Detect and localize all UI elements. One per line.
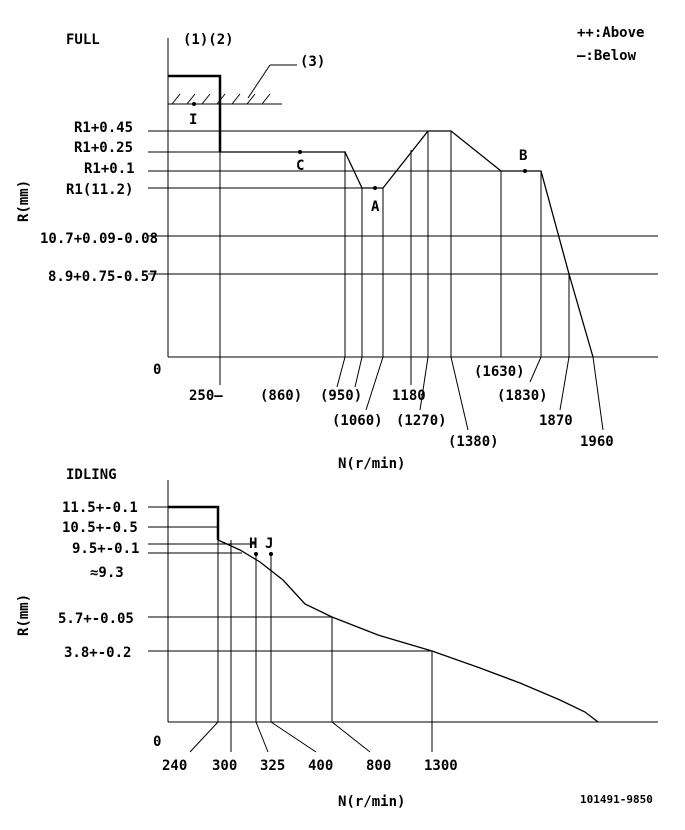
full-n-label-1270: (1270) [396,413,447,429]
idling-n-label-800: 800 [366,758,392,774]
point-j-label: J [265,536,274,552]
idling-r-label-6: 3.8+-0.2 [64,645,132,661]
full-n-label-1380: (1380) [448,434,499,450]
legend-above: ++:Above [577,25,645,41]
full-zero: 0 [153,362,162,378]
full-chart [16,32,658,472]
full-n-label-250: 250— [189,388,223,404]
full-markers: (1)(2) [183,32,234,48]
point-a-dot [373,186,377,190]
point-b-dot [523,169,527,173]
legend-below: —:Below [577,48,637,64]
full-r-label-6: 8.9+0.75-0.57 [48,269,158,285]
full-n-label-1870: 1870 [539,413,573,429]
stopper-hatch [168,65,297,104]
idling-n-label-240: 240 [162,758,188,774]
idling-r-guides [148,507,432,651]
idling-n-label-300: 300 [212,758,238,774]
idling-r-label-3: 9.5+-0.1 [72,541,140,557]
full-n-label-1630: (1630) [474,364,525,380]
drawing-code: 101491-9850 [580,793,653,806]
full-r-label-5: 10.7+0.09-0.08 [40,231,159,247]
idling-curve [218,540,598,722]
full-n-label-1830: (1830) [497,388,548,404]
full-marker-3: (3) [300,54,326,70]
full-r-axis-title: R(mm) [16,179,32,222]
full-n-label-950: (950) [320,388,363,404]
full-n-label-1180: 1180 [392,388,426,404]
point-c-dot [298,150,302,154]
idling-title: IDLING [66,467,117,483]
point-a-label: A [371,199,380,215]
point-j-dot [269,552,273,556]
full-n-label-860: (860) [260,388,303,404]
idling-r-label-2: 10.5+-0.5 [62,520,138,536]
full-r-label-3: R1+0.1 [84,161,135,177]
idling-chart [16,467,658,810]
point-h-label: H [249,536,258,552]
point-b-label: B [519,148,528,164]
idling-curve-stopper [168,507,218,540]
idling-r-axis-title: R(mm) [16,593,32,636]
idling-n-axis-title: N(r/min) [338,794,406,810]
point-c-label: C [296,158,305,174]
full-title: FULL [66,32,100,48]
full-n-guides [220,131,603,430]
full-n-axis-title: N(r/min) [338,456,406,472]
full-n-label-1960: 1960 [580,434,614,450]
full-curve [220,131,593,357]
full-r-label-2: R1+0.25 [74,140,134,156]
full-r-label-4: R1(11.2) [66,182,134,198]
point-h-dot [254,552,258,556]
idling-zero: 0 [153,734,162,750]
point-i-dot [192,102,196,106]
idling-r-label-4: ≈9.3 [90,565,124,581]
idling-n-label-1300: 1300 [424,758,458,774]
full-r-label-1: R1+0.45 [74,120,134,136]
idling-n-label-400: 400 [308,758,334,774]
point-i-label: I [189,112,198,128]
full-n-label-1060: (1060) [332,413,383,429]
idling-n-label-325: 325 [260,758,286,774]
idling-r-label-5: 5.7+-0.05 [58,611,134,627]
idling-r-label-1: 11.5+-0.1 [62,500,138,516]
